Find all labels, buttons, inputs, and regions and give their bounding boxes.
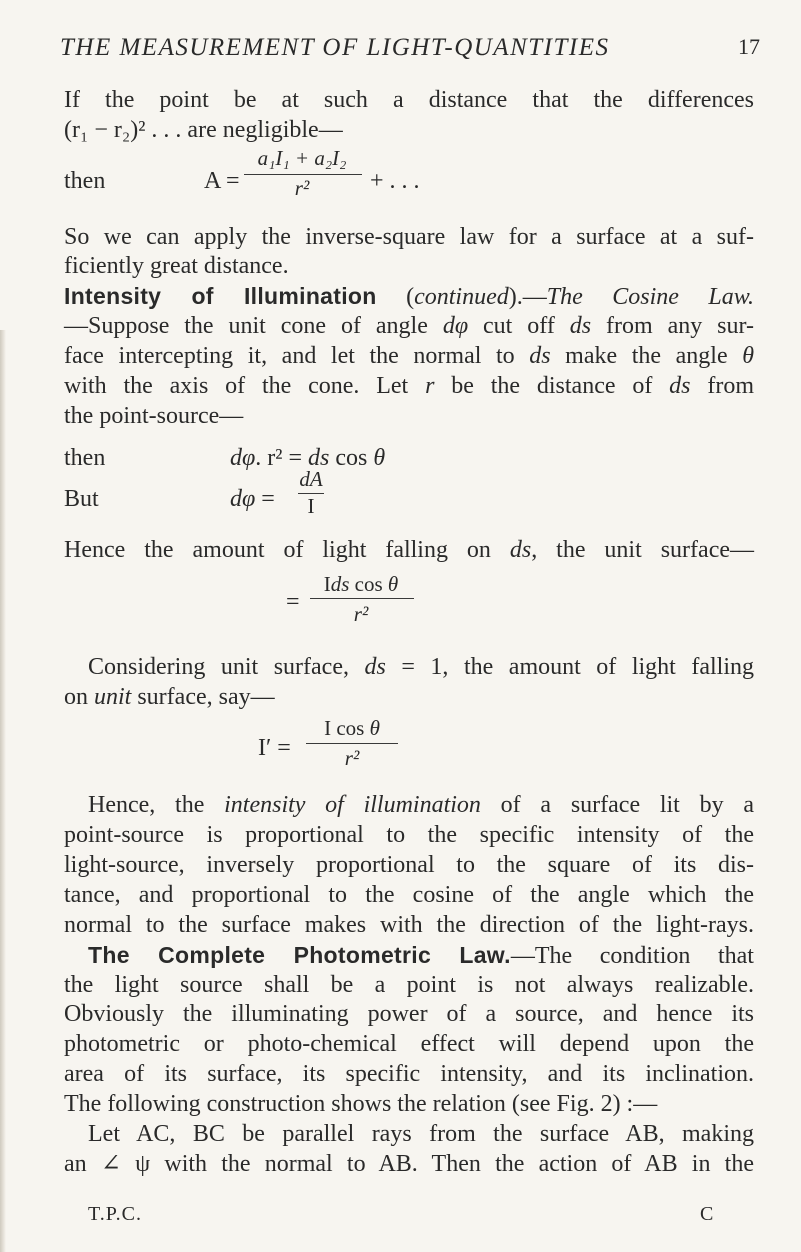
equation-label: then [64, 168, 106, 195]
text-line: normal to the surface makes with the direction of the light-rays. [64, 911, 754, 938]
equation-lhs: I′ = [258, 734, 291, 761]
running-title: THE MEASUREMENT OF LIGHT-QUANTITIES [60, 34, 610, 61]
text-line: the light source shall be a point is not always realizable. [64, 971, 754, 998]
text-line: Obviously the illuminating power of a source, and hence its [64, 1001, 754, 1028]
text-line: Let AC, BC be parallel rays from the surface AB, making [88, 1121, 754, 1148]
text-line: with the axis of the cone. Let r be the distance of ds from [64, 373, 754, 400]
text-line: photometric or photo-chemical effect will depend upon the [64, 1031, 754, 1058]
text-line: an ∠ ψ with the normal to AB. Then the action of AB in the [64, 1151, 754, 1178]
fraction-bar [306, 743, 398, 744]
fraction-numerator: a₁I₁ + a₂I₂ [257, 145, 347, 170]
text-line: ficiently great distance. [64, 253, 289, 280]
fraction-denominator: r² [344, 745, 360, 770]
equation-label: then [64, 444, 106, 471]
text-line: point-source is proportional to the specific intensity of the [64, 821, 754, 848]
text-line: If the point be at such a distance that the differences [64, 87, 754, 113]
equation-lhs: = [286, 588, 300, 615]
text-line: area of its surface, its specific intensity, and its inclination. [64, 1061, 754, 1088]
text-line: tance, and proportional to the cosine of the angle which the [64, 881, 754, 908]
fraction-numerator: I cos θ [324, 716, 380, 741]
text-line: face intercepting it, and let the normal to ds make the angle θ [64, 343, 754, 370]
fraction-bar [244, 174, 362, 175]
equation-lhs: A = [204, 168, 240, 195]
section-heading: The Complete Photometric Law. [88, 941, 511, 968]
text-line: Hence, the intensity of illumination of a surface lit by a [88, 791, 755, 818]
text-line: the point-source— [64, 403, 244, 430]
footer-signature-mark: C [700, 1203, 715, 1225]
text-line: Hence the amount of light falling on ds, the unit surface— [64, 536, 754, 563]
section-heading-line: Intensity of Illumination (continued).—The Cosine Law. [64, 283, 754, 311]
equation-body: dφ. r² = ds cos θ [230, 444, 386, 471]
text-line: Considering unit surface, ds = 1, the amount of light falling [88, 653, 754, 680]
fraction-numerator: Ids cos θ [323, 572, 399, 597]
footer-signature: T.P.C. [88, 1203, 142, 1225]
page-number: 17 [738, 34, 760, 59]
fraction-bar [310, 598, 414, 599]
fraction-denominator: I [307, 493, 315, 518]
fraction-denominator: r² [294, 175, 310, 200]
text-line: So we can apply the inverse-square law for a surface at a suf- [64, 223, 754, 250]
equation-lhs: dφ = [230, 486, 275, 513]
text-line: on unit surface, say— [64, 683, 275, 710]
equation-label: But [64, 486, 99, 513]
fraction-denominator: r² [353, 601, 369, 626]
running-header [60, 34, 760, 74]
section-heading-line: The Complete Photometric Law.—The condition that [88, 941, 754, 969]
equation-tail: + . . . [370, 168, 420, 195]
text-line: light-source, inversely proportional to the square of its dis- [64, 851, 754, 878]
text-line: —Suppose the unit cone of angle dφ cut off ds from any sur- [64, 313, 754, 340]
text-line: (r₁ − r₂)² . . . are negligible— [64, 116, 343, 143]
text-line: The following construction shows the relation (see Fig. 2) :— [64, 1091, 658, 1118]
fraction-numerator: dA [299, 467, 323, 492]
section-heading: Intensity of Illumination [64, 283, 377, 310]
